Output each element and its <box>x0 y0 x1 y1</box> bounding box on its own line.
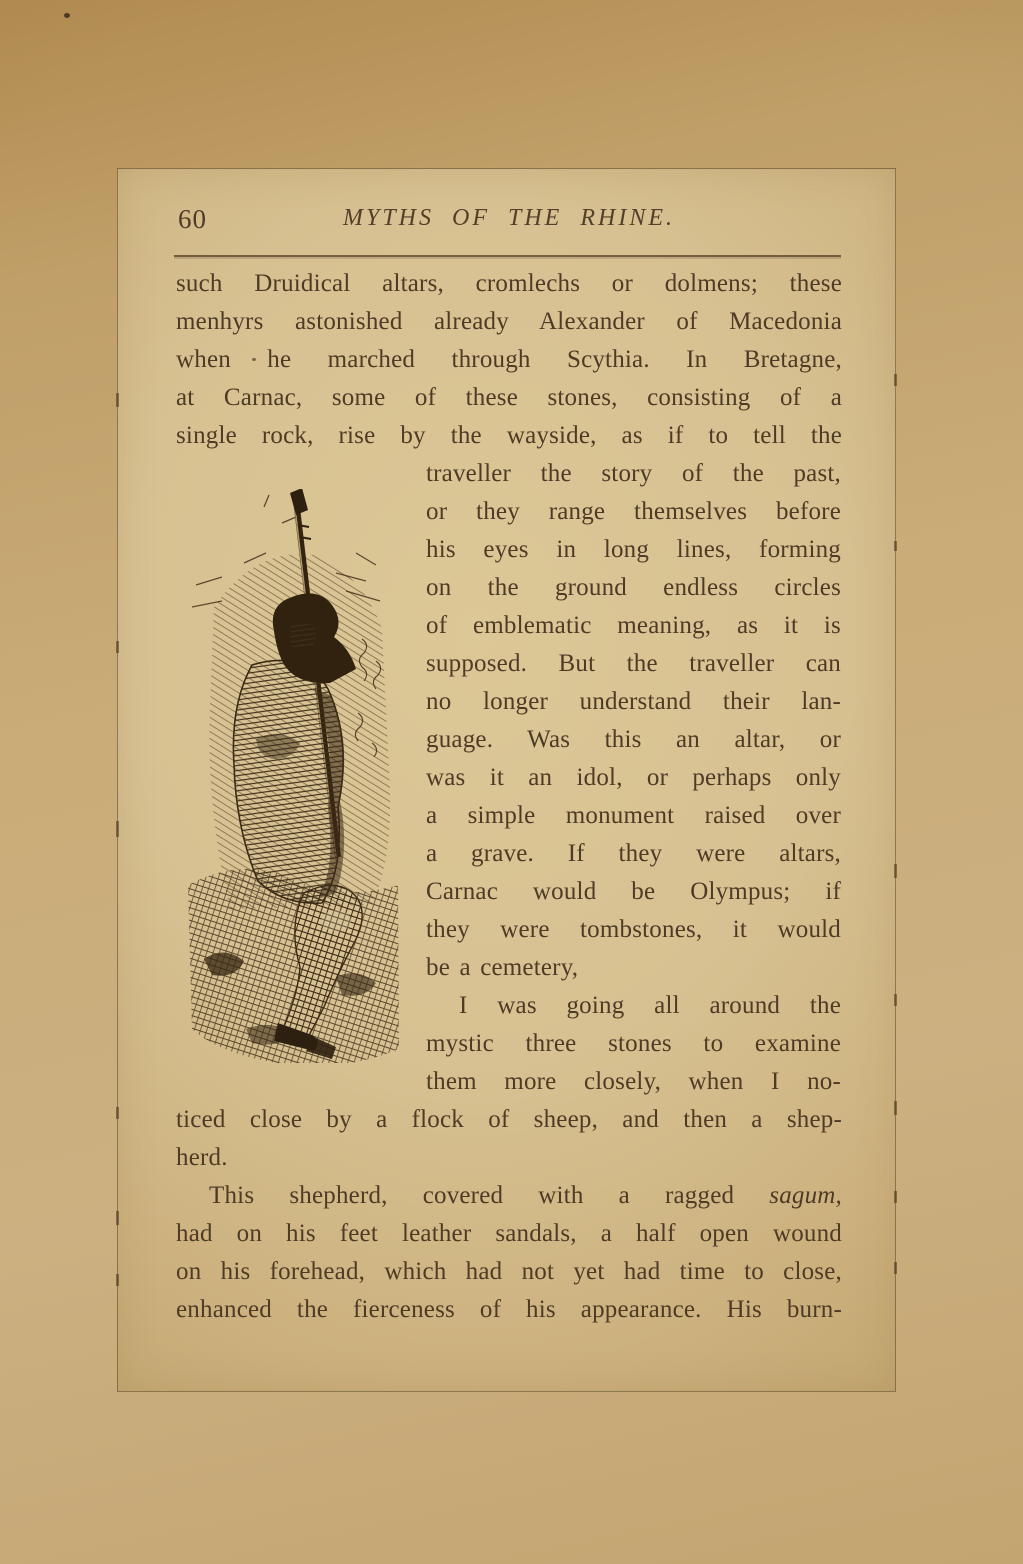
shepherd-engraving-svg <box>186 489 401 1063</box>
text-line: when he marched through Scythia. In Bretagne, <box>176 346 842 373</box>
text-line: on his forehead, which had not yet had time to close, <box>176 1258 842 1285</box>
text-segment: This shepherd, covered with a ragged <box>209 1182 770 1209</box>
page-edge-mark <box>894 1191 897 1203</box>
text-line: or they range themselves before <box>426 498 841 525</box>
text-line: was it an idol, or perhaps only <box>426 764 841 791</box>
text-line: single rock, rise by the wayside, as if to tell the <box>176 422 842 449</box>
text-line: enhanced the fierceness of his appearance. His burn- <box>176 1296 842 1323</box>
text-line: such Druidical altars, cromlechs or dolmens; these <box>176 270 842 297</box>
header-rule <box>174 255 841 257</box>
page-edge-mark <box>894 864 897 878</box>
text-line: they were tombstones, it would <box>426 916 841 943</box>
text-line: herd. <box>176 1144 228 1171</box>
text-line <box>176 1177 842 1215</box>
page-edge-mark <box>116 641 119 653</box>
page-edge-mark <box>894 541 897 551</box>
book-page <box>117 168 896 1392</box>
page-edge-mark <box>116 1274 119 1286</box>
text-line: a simple monument raised over <box>426 802 841 829</box>
dust-speck <box>64 13 70 18</box>
text-line: on the ground endless circles <box>426 574 841 601</box>
text-line: ticed close by a flock of sheep, and then a shep- <box>176 1106 842 1133</box>
text-line: I was going all around the <box>459 992 841 1019</box>
text-line: a grave. If they were altars, <box>426 840 841 867</box>
text-line: menhyrs astonished already Alexander of Macedonia <box>176 308 842 335</box>
page-header <box>176 201 842 237</box>
page-edge-mark <box>894 1262 897 1274</box>
shepherd-engraving-illustration <box>186 489 401 1063</box>
text-line: supposed. But the traveller can <box>426 650 841 677</box>
page-edge-mark <box>116 393 119 407</box>
text-line: his eyes in long lines, forming <box>426 536 841 563</box>
text-line: be a cemetery, <box>426 954 579 981</box>
text-line: guage. Was this an altar, or <box>426 726 841 753</box>
text-line: them more closely, when I no- <box>426 1068 841 1095</box>
italic-word-sagum: sagum, <box>769 1182 842 1209</box>
body-text <box>176 265 842 1329</box>
page-edge-mark <box>116 1107 119 1119</box>
page-edge-mark <box>894 374 897 386</box>
text-line: no longer understand their lan- <box>426 688 841 715</box>
text-line: at Carnac, some of these stones, consisting of a <box>176 384 842 411</box>
page-number: 60 <box>178 204 207 234</box>
text-line: had on his feet leather sandals, a half open wound <box>176 1220 842 1247</box>
text-line: of emblematic meaning, as it is <box>426 612 841 639</box>
page-edge-mark <box>894 1101 897 1115</box>
page-edge-mark <box>116 821 119 837</box>
running-title: MYTHS OF THE RHINE. <box>342 205 675 231</box>
text-line: mystic three stones to examine <box>426 1030 841 1057</box>
page-edge-mark <box>116 1211 119 1225</box>
text-line: traveller the story of the past, <box>426 460 841 487</box>
page-edge-mark <box>894 994 897 1006</box>
text-line: Carnac would be Olympus; if <box>426 878 841 905</box>
